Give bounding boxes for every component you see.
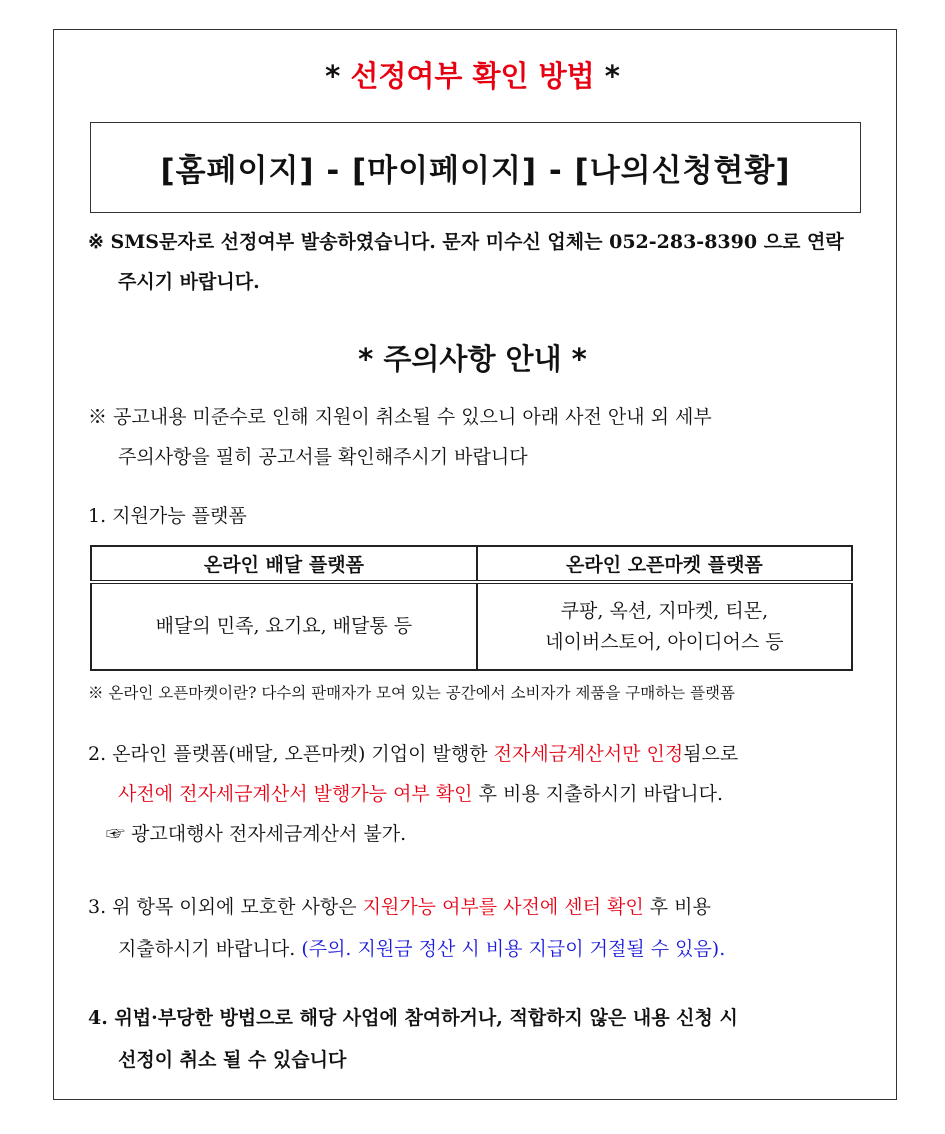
section3-line1-highlight: 지원가능 여부를 사전에 센터 확인 [362,896,644,918]
platform-table [90,545,853,671]
section3-line1-tail: 후 비용 [643,896,711,918]
sms-notice [88,222,866,302]
caution-intro-line2: 주의사항을 필히 공고서를 확인해주시기 바랍니다 [118,446,528,468]
openmarket-line2: 네이버스토어, 아이디어스 등 [545,630,784,653]
section1-heading: 1. 지원가능 플랫폼 [88,505,247,527]
caution-intro-line1: ※ 공고내용 미준수로 인해 지원이 취소될 수 있으니 아래 사전 안내 외 세부 [88,406,712,428]
section4-line1: 4. 위법·부당한 방법으로 해당 사업에 참여하거나, 적합하지 않은 내용 신청 시 [88,1007,738,1029]
title-star-left: * [325,59,351,93]
section2-line1-tail: 됨으로 [683,743,739,765]
section3-line1-text: 3. 위 항목 이외에 모호한 사항은 [88,896,363,918]
cell-openmarket-platforms [477,582,852,670]
section2-line2-tail: 후 비용 지출하시기 바랍니다. [472,783,723,805]
openmarket-footnote: ※ 온라인 오픈마켓이란? 다수의 판매자가 모여 있는 공간에서 소비자가 제품을 구매하는 플랫폼 [88,684,735,702]
sms-notice-line2: 주시기 바랍니다. [118,271,260,293]
navigation-path-box [90,122,861,213]
sms-notice-line1: ※ SMS문자로 선정여부 발송하였습니다. 문자 미수신 업체는 052-283-8390 으로 연락 [88,231,844,253]
title-text: 선정여부 확인 방법 [350,59,595,93]
caution-intro [88,397,866,477]
section4 [88,997,866,1081]
cell-delivery-platforms: 배달의 민족, 요기요, 배달통 등 [91,582,477,670]
section3 [88,886,866,970]
section3-line2 [88,928,866,970]
section4-line2: 선정이 취소 될 수 있습니다 [118,1049,347,1071]
platform-table-header-row [91,546,852,582]
section2-line1-text: 2. 온라인 플랫폼(배달, 오픈마켓) 기업이 발행한 [88,743,494,765]
platform-table-row [91,582,852,670]
section3-line2-text: 지출하시기 바랍니다. [118,938,302,960]
section2-agency-note: ☞ 광고대행사 전자세금계산서 불가. [106,823,407,845]
section3-warning: (주의. 지원금 정산 시 비용 지급이 거절될 수 있음). [301,938,726,960]
section2-line2 [88,774,866,814]
section2-line2-highlight: 사전에 전자세금계산서 발행가능 여부 확인 [118,783,473,805]
navigation-path: [홈페이지] - [마이페이지] - [나의신청현황] [160,153,791,189]
section2-line1-highlight: 전자세금계산서만 인정 [493,743,684,765]
header-openmarket: 온라인 오픈마켓 플랫폼 [477,546,852,582]
section2 [88,734,866,854]
title-star-right: * [594,59,620,93]
header-delivery: 온라인 배달 플랫폼 [91,546,477,582]
openmarket-line1: 쿠팡, 옥션, 지마켓, 티몬, [560,599,769,622]
caution-title: * 주의사항 안내 * [358,342,587,376]
selection-check-title [0,54,945,95]
